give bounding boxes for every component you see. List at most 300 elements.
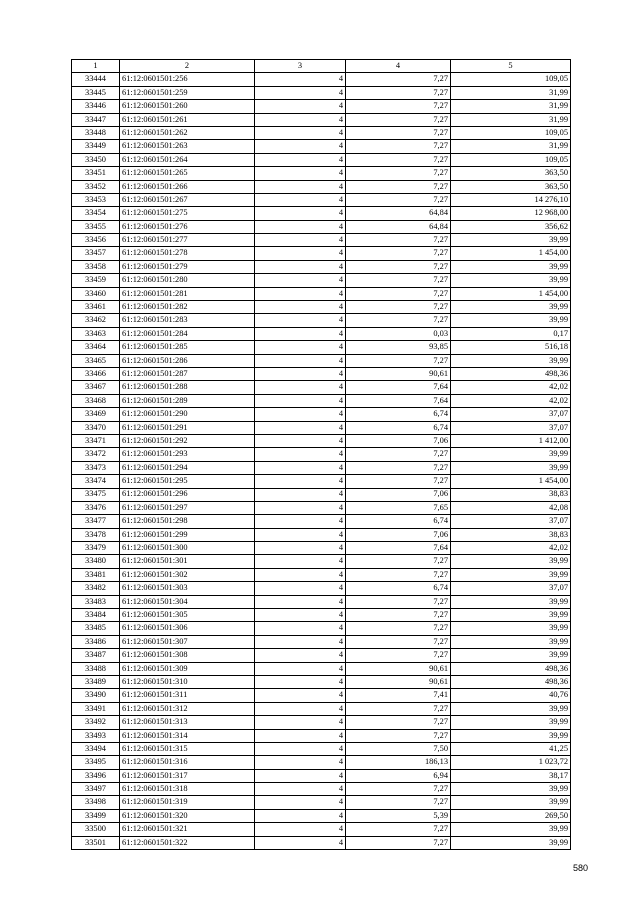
cadastral-number-cell: 61:12:0601501:316 (120, 756, 255, 769)
category-cell: 4 (255, 327, 346, 340)
column-header-1: 1 (72, 60, 120, 73)
value-cell: 7,27 (346, 193, 451, 206)
table-row (72, 381, 571, 394)
table-row (72, 595, 571, 608)
row-number-cell: 33466 (72, 367, 120, 380)
category-cell: 4 (255, 207, 346, 220)
value-cell: 7,64 (346, 542, 451, 555)
row-number-cell: 33497 (72, 783, 120, 796)
cadastral-number-cell: 61:12:0601501:288 (120, 381, 255, 394)
column-header-2: 2 (120, 60, 255, 73)
category-cell: 4 (255, 488, 346, 501)
table-row (72, 180, 571, 193)
value-cell: 0,03 (346, 327, 451, 340)
value-cell: 7,27 (346, 247, 451, 260)
row-number-cell: 33473 (72, 461, 120, 474)
table-row (72, 367, 571, 380)
value-cell: 7,27 (346, 180, 451, 193)
value-cell: 7,27 (346, 274, 451, 287)
table-row (72, 796, 571, 809)
table-row (72, 475, 571, 488)
cadastral-number-cell: 61:12:0601501:260 (120, 100, 255, 113)
amount-cell: 39,99 (451, 823, 571, 836)
category-cell: 4 (255, 702, 346, 715)
value-cell: 7,27 (346, 461, 451, 474)
category-cell: 4 (255, 314, 346, 327)
category-cell: 4 (255, 823, 346, 836)
column-header-5: 5 (451, 60, 571, 73)
category-cell: 4 (255, 73, 346, 86)
table-row (72, 234, 571, 247)
amount-cell: 363,50 (451, 167, 571, 180)
cadastral-number-cell: 61:12:0601501:310 (120, 675, 255, 688)
category-cell: 4 (255, 153, 346, 166)
amount-cell: 39,99 (451, 234, 571, 247)
amount-cell: 37,07 (451, 421, 571, 434)
amount-cell: 39,99 (451, 702, 571, 715)
value-cell: 7,27 (346, 314, 451, 327)
cadastral-number-cell: 61:12:0601501:283 (120, 314, 255, 327)
table-row (72, 555, 571, 568)
category-cell: 4 (255, 260, 346, 273)
table-row (72, 823, 571, 836)
amount-cell: 39,99 (451, 836, 571, 849)
amount-cell: 39,99 (451, 649, 571, 662)
row-number-cell: 33492 (72, 716, 120, 729)
value-cell: 7,65 (346, 501, 451, 514)
category-cell: 4 (255, 622, 346, 635)
amount-cell: 269,50 (451, 809, 571, 822)
cadastral-number-cell: 61:12:0601501:322 (120, 836, 255, 849)
value-cell: 6,74 (346, 515, 451, 528)
value-cell: 6,74 (346, 408, 451, 421)
category-cell: 4 (255, 635, 346, 648)
amount-cell: 39,99 (451, 716, 571, 729)
table-row (72, 662, 571, 675)
amount-cell: 39,99 (451, 729, 571, 742)
table-row (72, 287, 571, 300)
category-cell: 4 (255, 367, 346, 380)
category-cell: 4 (255, 193, 346, 206)
amount-cell: 109,05 (451, 73, 571, 86)
amount-cell: 42,08 (451, 501, 571, 514)
amount-cell: 1 023,72 (451, 756, 571, 769)
cadastral-number-cell: 61:12:0601501:282 (120, 301, 255, 314)
amount-cell: 39,99 (451, 609, 571, 622)
row-number-cell: 33493 (72, 729, 120, 742)
cadastral-number-cell: 61:12:0601501:279 (120, 260, 255, 273)
column-header-3: 3 (255, 60, 346, 73)
value-cell: 7,27 (346, 126, 451, 139)
row-number-cell: 33470 (72, 421, 120, 434)
value-cell: 7,64 (346, 394, 451, 407)
cadastral-number-cell: 61:12:0601501:309 (120, 662, 255, 675)
cadastral-number-cell: 61:12:0601501:261 (120, 113, 255, 126)
amount-cell: 42,02 (451, 394, 571, 407)
amount-cell: 41,25 (451, 742, 571, 755)
cadastral-number-cell: 61:12:0601501:319 (120, 796, 255, 809)
cadastral-number-cell: 61:12:0601501:302 (120, 568, 255, 581)
value-cell: 7,27 (346, 595, 451, 608)
value-cell: 7,27 (346, 609, 451, 622)
row-number-cell: 33457 (72, 247, 120, 260)
cadastral-number-cell: 61:12:0601501:289 (120, 394, 255, 407)
cadastral-number-cell: 61:12:0601501:306 (120, 622, 255, 635)
row-number-cell: 33460 (72, 287, 120, 300)
table-row (72, 421, 571, 434)
table-row (72, 836, 571, 849)
value-cell: 64,84 (346, 207, 451, 220)
cadastral-number-cell: 61:12:0601501:267 (120, 193, 255, 206)
table-row (72, 260, 571, 273)
value-cell: 7,27 (346, 73, 451, 86)
category-cell: 4 (255, 796, 346, 809)
category-cell: 4 (255, 649, 346, 662)
value-cell: 6,74 (346, 582, 451, 595)
value-cell: 7,27 (346, 113, 451, 126)
row-number-cell: 33444 (72, 73, 120, 86)
amount-cell: 14 276,10 (451, 193, 571, 206)
value-cell: 7,06 (346, 488, 451, 501)
amount-cell: 39,99 (451, 274, 571, 287)
cadastral-number-cell: 61:12:0601501:303 (120, 582, 255, 595)
category-cell: 4 (255, 836, 346, 849)
table-body (72, 73, 571, 850)
cadastral-number-cell: 61:12:0601501:304 (120, 595, 255, 608)
amount-cell: 356,62 (451, 220, 571, 233)
table-row (72, 247, 571, 260)
table-row (72, 568, 571, 581)
row-number-cell: 33475 (72, 488, 120, 501)
value-cell: 7,50 (346, 742, 451, 755)
amount-cell: 498,36 (451, 675, 571, 688)
cadastral-number-cell: 61:12:0601501:278 (120, 247, 255, 260)
category-cell: 4 (255, 287, 346, 300)
cadastral-number-cell: 61:12:0601501:321 (120, 823, 255, 836)
table-row (72, 515, 571, 528)
row-number-cell: 33468 (72, 394, 120, 407)
table-row (72, 301, 571, 314)
row-number-cell: 33450 (72, 153, 120, 166)
amount-cell: 12 968,00 (451, 207, 571, 220)
category-cell: 4 (255, 756, 346, 769)
row-number-cell: 33448 (72, 126, 120, 139)
category-cell: 4 (255, 783, 346, 796)
value-cell: 6,94 (346, 769, 451, 782)
row-number-cell: 33452 (72, 180, 120, 193)
amount-cell: 39,99 (451, 555, 571, 568)
row-number-cell: 33501 (72, 836, 120, 849)
row-number-cell: 33474 (72, 475, 120, 488)
category-cell: 4 (255, 113, 346, 126)
table-row (72, 126, 571, 139)
category-cell: 4 (255, 408, 346, 421)
table-row (72, 649, 571, 662)
row-number-cell: 33499 (72, 809, 120, 822)
row-number-cell: 33482 (72, 582, 120, 595)
row-number-cell: 33500 (72, 823, 120, 836)
value-cell: 7,64 (346, 381, 451, 394)
amount-cell: 39,99 (451, 354, 571, 367)
category-cell: 4 (255, 716, 346, 729)
value-cell: 7,27 (346, 301, 451, 314)
table-row (72, 140, 571, 153)
row-number-cell: 33495 (72, 756, 120, 769)
category-cell: 4 (255, 247, 346, 260)
value-cell: 7,27 (346, 836, 451, 849)
cadastral-number-cell: 61:12:0601501:311 (120, 689, 255, 702)
cadastral-number-cell: 61:12:0601501:263 (120, 140, 255, 153)
amount-cell: 38,83 (451, 488, 571, 501)
cadastral-number-cell: 61:12:0601501:314 (120, 729, 255, 742)
table-row (72, 341, 571, 354)
row-number-cell: 33472 (72, 448, 120, 461)
table-row (72, 86, 571, 99)
value-cell: 7,27 (346, 354, 451, 367)
category-cell: 4 (255, 394, 346, 407)
table-row (72, 207, 571, 220)
row-number-cell: 33463 (72, 327, 120, 340)
category-cell: 4 (255, 220, 346, 233)
cadastral-number-cell: 61:12:0601501:264 (120, 153, 255, 166)
category-cell: 4 (255, 769, 346, 782)
category-cell: 4 (255, 354, 346, 367)
category-cell: 4 (255, 501, 346, 514)
category-cell: 4 (255, 542, 346, 555)
row-number-cell: 33491 (72, 702, 120, 715)
amount-cell: 1 454,00 (451, 287, 571, 300)
value-cell: 7,27 (346, 140, 451, 153)
row-number-cell: 33459 (72, 274, 120, 287)
category-cell: 4 (255, 341, 346, 354)
category-cell: 4 (255, 461, 346, 474)
amount-cell: 39,99 (451, 260, 571, 273)
category-cell: 4 (255, 448, 346, 461)
table-row (72, 716, 571, 729)
amount-cell: 38,17 (451, 769, 571, 782)
table-row (72, 448, 571, 461)
table-row (72, 702, 571, 715)
row-number-cell: 33458 (72, 260, 120, 273)
category-cell: 4 (255, 809, 346, 822)
table-row (72, 408, 571, 421)
amount-cell: 39,99 (451, 783, 571, 796)
table-row (72, 501, 571, 514)
value-cell: 7,27 (346, 568, 451, 581)
table-row (72, 354, 571, 367)
category-cell: 4 (255, 140, 346, 153)
value-cell: 7,27 (346, 287, 451, 300)
table-row (72, 635, 571, 648)
cadastral-number-cell: 61:12:0601501:317 (120, 769, 255, 782)
category-cell: 4 (255, 515, 346, 528)
row-number-cell: 33455 (72, 220, 120, 233)
table-row (72, 609, 571, 622)
row-number-cell: 33465 (72, 354, 120, 367)
row-number-cell: 33451 (72, 167, 120, 180)
table-row (72, 100, 571, 113)
category-cell: 4 (255, 475, 346, 488)
value-cell: 6,74 (346, 421, 451, 434)
table-row (72, 73, 571, 86)
amount-cell: 39,99 (451, 568, 571, 581)
value-cell: 7,27 (346, 649, 451, 662)
cadastral-number-cell: 61:12:0601501:293 (120, 448, 255, 461)
amount-cell: 516,18 (451, 341, 571, 354)
row-number-cell: 33445 (72, 86, 120, 99)
category-cell: 4 (255, 421, 346, 434)
category-cell: 4 (255, 274, 346, 287)
table-row (72, 582, 571, 595)
cadastral-number-cell: 61:12:0601501:313 (120, 716, 255, 729)
category-cell: 4 (255, 126, 346, 139)
cadastral-number-cell: 61:12:0601501:318 (120, 783, 255, 796)
row-number-cell: 33480 (72, 555, 120, 568)
row-number-cell: 33484 (72, 609, 120, 622)
amount-cell: 31,99 (451, 86, 571, 99)
cadastral-number-cell: 61:12:0601501:312 (120, 702, 255, 715)
table-row (72, 689, 571, 702)
amount-cell: 37,07 (451, 515, 571, 528)
category-cell: 4 (255, 675, 346, 688)
amount-cell: 39,99 (451, 301, 571, 314)
amount-cell: 0,17 (451, 327, 571, 340)
row-number-cell: 33490 (72, 689, 120, 702)
value-cell: 186,13 (346, 756, 451, 769)
table-row (72, 675, 571, 688)
cadastral-number-cell: 61:12:0601501:320 (120, 809, 255, 822)
value-cell: 7,27 (346, 234, 451, 247)
amount-cell: 40,76 (451, 689, 571, 702)
row-number-cell: 33485 (72, 622, 120, 635)
row-number-cell: 33489 (72, 675, 120, 688)
cadastral-number-cell: 61:12:0601501:281 (120, 287, 255, 300)
table-row (72, 769, 571, 782)
table-row (72, 434, 571, 447)
category-cell: 4 (255, 234, 346, 247)
cadastral-number-cell: 61:12:0601501:287 (120, 367, 255, 380)
row-number-cell: 33487 (72, 649, 120, 662)
row-number-cell: 33494 (72, 742, 120, 755)
cadastral-number-cell: 61:12:0601501:275 (120, 207, 255, 220)
category-cell: 4 (255, 381, 346, 394)
cadastral-number-cell: 61:12:0601501:291 (120, 421, 255, 434)
cadastral-number-cell: 61:12:0601501:277 (120, 234, 255, 247)
page-number: 580 (572, 863, 588, 873)
row-number-cell: 33469 (72, 408, 120, 421)
value-cell: 7,27 (346, 622, 451, 635)
value-cell: 7,27 (346, 448, 451, 461)
table-row (72, 756, 571, 769)
amount-cell: 39,99 (451, 461, 571, 474)
cadastral-number-cell: 61:12:0601501:276 (120, 220, 255, 233)
table-row (72, 783, 571, 796)
row-number-cell: 33446 (72, 100, 120, 113)
amount-cell: 363,50 (451, 180, 571, 193)
cadastral-number-cell: 61:12:0601501:297 (120, 501, 255, 514)
value-cell: 7,27 (346, 823, 451, 836)
value-cell: 7,27 (346, 729, 451, 742)
category-cell: 4 (255, 301, 346, 314)
cadastral-number-cell: 61:12:0601501:299 (120, 528, 255, 541)
cadastral-table (71, 59, 571, 850)
row-number-cell: 33453 (72, 193, 120, 206)
cadastral-number-cell: 61:12:0601501:262 (120, 126, 255, 139)
table-row (72, 314, 571, 327)
value-cell: 7,27 (346, 702, 451, 715)
row-number-cell: 33476 (72, 501, 120, 514)
category-cell: 4 (255, 167, 346, 180)
cadastral-number-cell: 61:12:0601501:315 (120, 742, 255, 755)
value-cell: 7,27 (346, 475, 451, 488)
cadastral-number-cell: 61:12:0601501:308 (120, 649, 255, 662)
value-cell: 93,85 (346, 341, 451, 354)
value-cell: 90,61 (346, 675, 451, 688)
column-header-4: 4 (346, 60, 451, 73)
table-row (72, 220, 571, 233)
table-row (72, 394, 571, 407)
cadastral-number-cell: 61:12:0601501:307 (120, 635, 255, 648)
row-number-cell: 33454 (72, 207, 120, 220)
amount-cell: 42,02 (451, 542, 571, 555)
value-cell: 7,41 (346, 689, 451, 702)
amount-cell: 39,99 (451, 448, 571, 461)
cadastral-number-cell: 61:12:0601501:266 (120, 180, 255, 193)
amount-cell: 498,36 (451, 367, 571, 380)
category-cell: 4 (255, 609, 346, 622)
category-cell: 4 (255, 595, 346, 608)
value-cell: 7,27 (346, 167, 451, 180)
cadastral-number-cell: 61:12:0601501:296 (120, 488, 255, 501)
amount-cell: 39,99 (451, 635, 571, 648)
cadastral-number-cell: 61:12:0601501:265 (120, 167, 255, 180)
amount-cell: 31,99 (451, 140, 571, 153)
category-cell: 4 (255, 86, 346, 99)
category-cell: 4 (255, 582, 346, 595)
row-number-cell: 33477 (72, 515, 120, 528)
amount-cell: 39,99 (451, 595, 571, 608)
amount-cell: 1 454,00 (451, 475, 571, 488)
amount-cell: 1 412,00 (451, 434, 571, 447)
row-number-cell: 33486 (72, 635, 120, 648)
table-row (72, 542, 571, 555)
cadastral-number-cell: 61:12:0601501:298 (120, 515, 255, 528)
cadastral-number-cell: 61:12:0601501:290 (120, 408, 255, 421)
table-row (72, 488, 571, 501)
value-cell: 7,27 (346, 783, 451, 796)
table-row (72, 193, 571, 206)
row-number-cell: 33481 (72, 568, 120, 581)
category-cell: 4 (255, 180, 346, 193)
amount-cell: 31,99 (451, 113, 571, 126)
category-cell: 4 (255, 729, 346, 742)
row-number-cell: 33447 (72, 113, 120, 126)
value-cell: 7,27 (346, 100, 451, 113)
table-row (72, 461, 571, 474)
table-row (72, 729, 571, 742)
table-row (72, 742, 571, 755)
cadastral-number-cell: 61:12:0601501:294 (120, 461, 255, 474)
value-cell: 7,27 (346, 796, 451, 809)
header-row (72, 60, 571, 73)
category-cell: 4 (255, 528, 346, 541)
cadastral-number-cell: 61:12:0601501:259 (120, 86, 255, 99)
amount-cell: 38,83 (451, 528, 571, 541)
category-cell: 4 (255, 434, 346, 447)
value-cell: 7,27 (346, 260, 451, 273)
row-number-cell: 33496 (72, 769, 120, 782)
row-number-cell: 33483 (72, 595, 120, 608)
